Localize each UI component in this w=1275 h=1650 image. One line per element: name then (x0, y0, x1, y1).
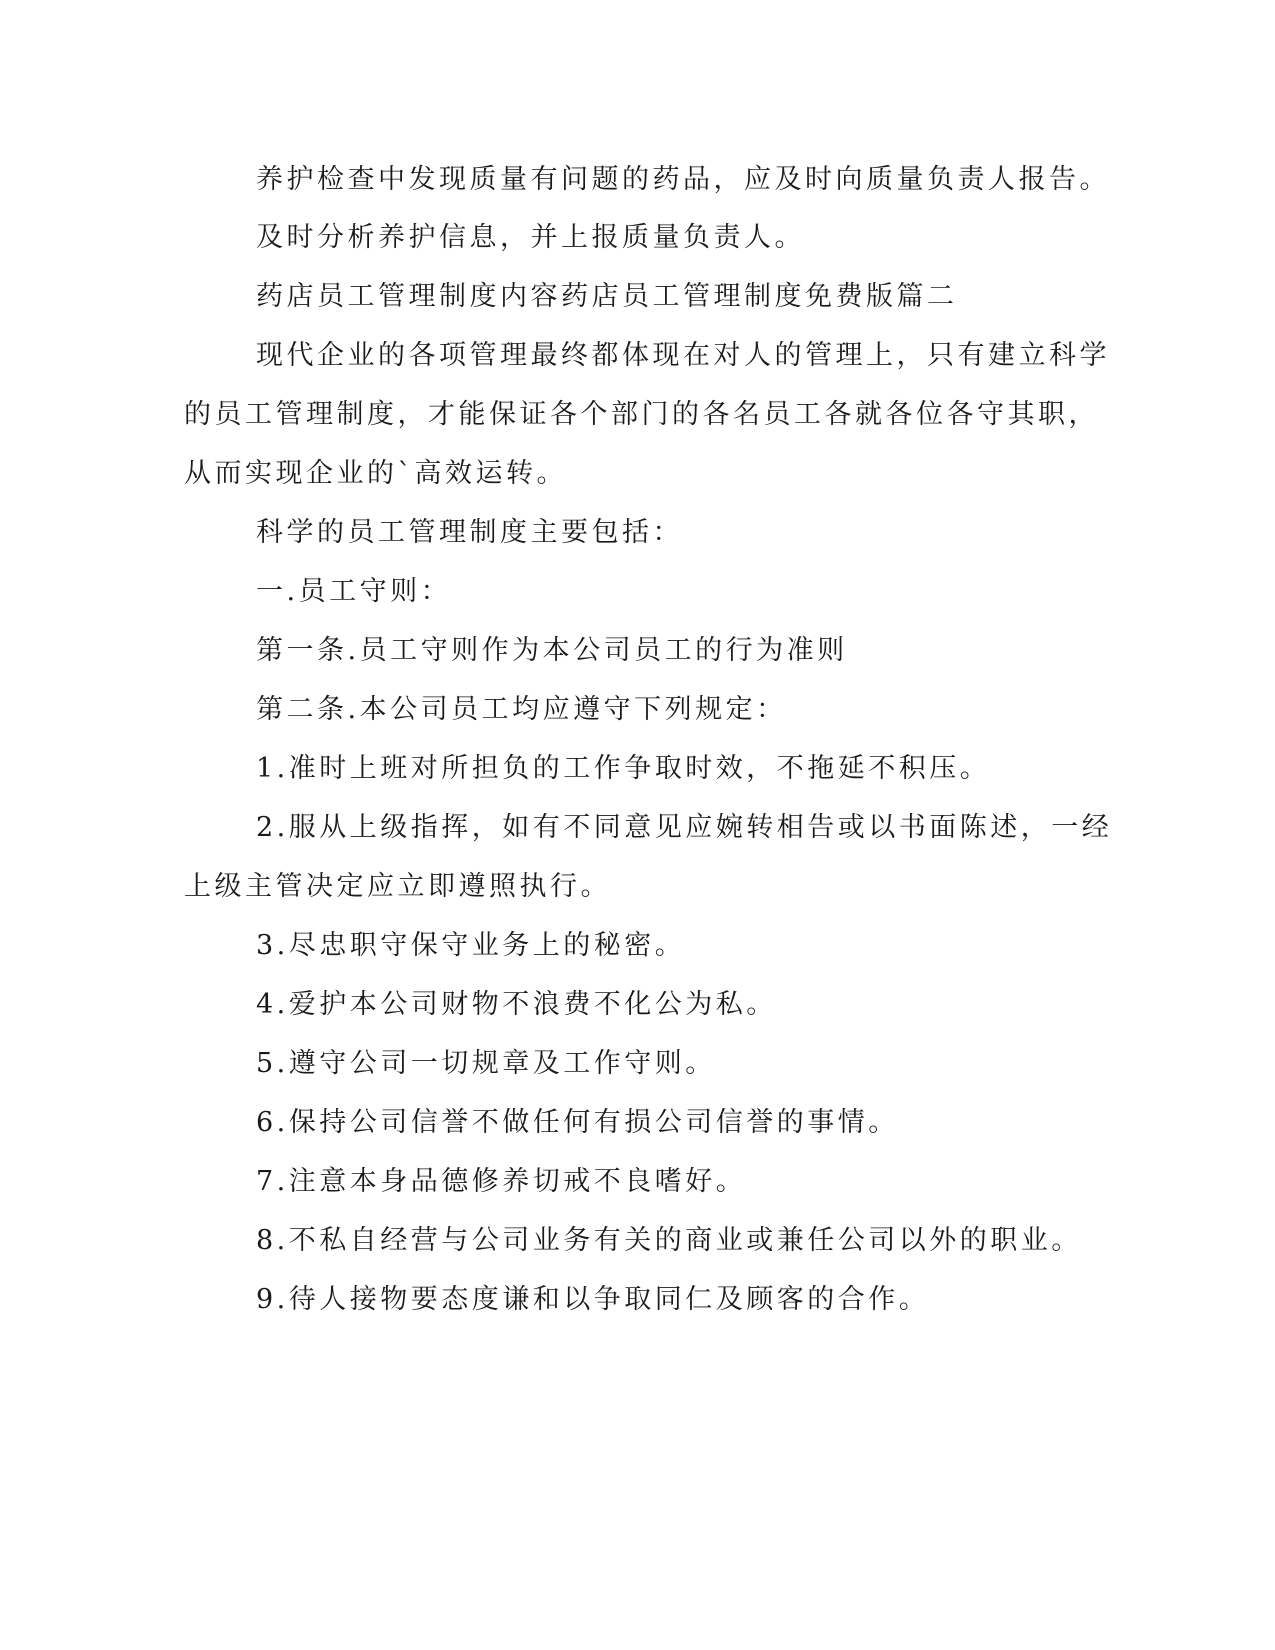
paragraph-line: 一.员工守则： (256, 576, 452, 607)
paragraph-line: 科学的员工管理制度主要包括： (256, 517, 683, 548)
list-item: 4.爱护本公司财物不浪费不化公为私。 (256, 989, 777, 1020)
list-item: 5.遵守公司一切规章及工作守则。 (256, 1048, 716, 1079)
paragraph-line: 的员工管理制度，才能保证各个部门的各名员工各就各位各守其职， (184, 399, 1099, 430)
section-heading: 药店员工管理制度内容药店员工管理制度免费版篇二 (256, 281, 958, 312)
list-item: 6.保持公司信誉不做任何有损公司信誉的事情。 (256, 1107, 899, 1138)
list-item: 2.服从上级指挥，如有不同意见应婉转相告或以书面陈述，一经 (256, 812, 1113, 843)
list-item: 8.不私自经营与公司业务有关的商业或兼任公司以外的职业。 (256, 1225, 1082, 1256)
list-item: 7.注意本身品德修养切戒不良嗜好。 (256, 1166, 747, 1197)
paragraph-line: 养护检查中发现质量有问题的药品，应及时向质量负责人报告。 (256, 164, 1110, 195)
list-item: 9.待人接物要态度谦和以争取同仁及顾客的合作。 (256, 1284, 930, 1315)
list-item-continuation: 上级主管决定应立即遵照执行。 (184, 871, 611, 902)
paragraph-line: 现代企业的各项管理最终都体现在对人的管理上，只有建立科学 (256, 340, 1110, 371)
list-item: 1.准时上班对所担负的工作争取时效，不拖延不积压。 (256, 753, 991, 784)
paragraph-line: 第二条.本公司员工均应遵守下列规定： (256, 694, 787, 725)
paragraph-line: 从而实现企业的`高效运转。 (184, 458, 567, 489)
paragraph-line: 及时分析养护信息，并上报质量负责人。 (256, 222, 805, 253)
paragraph-line: 第一条.员工守则作为本公司员工的行为准则 (256, 635, 848, 666)
list-item: 3.尽忠职守保守业务上的秘密。 (256, 930, 686, 961)
